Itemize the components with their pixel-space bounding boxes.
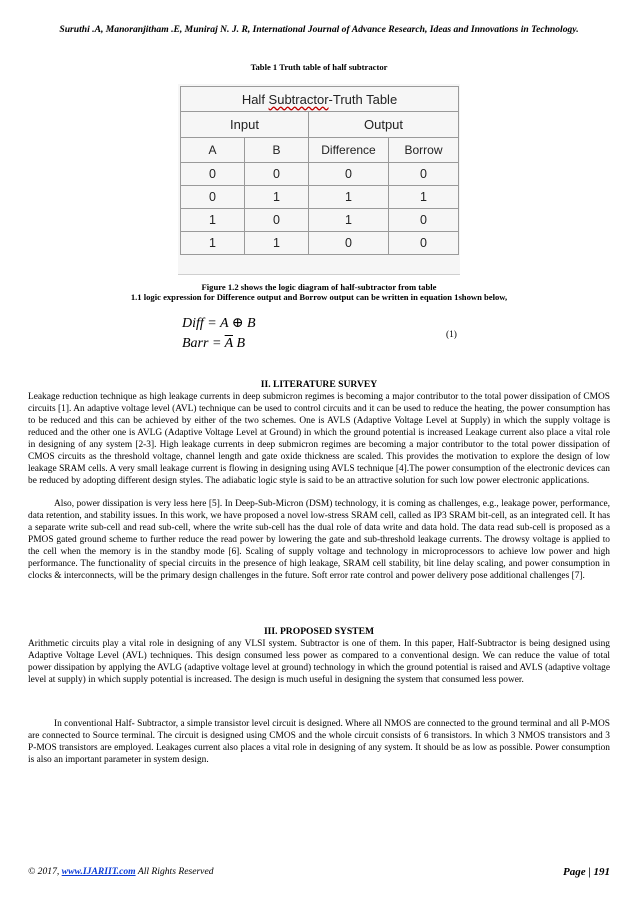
paragraph: Arithmetic circuits play a vital role in designing of any VLSI system. Subtractor is one of them. In this paper, Half-Subtractor is being designed using Adaptive Voltage Level (AVL) techniques. This design consumed less power as compared to a conventional design. We can reduce the value of total power dissipation by applying the AVLG (adaptive voltage level at ground) technology in which the ground potential is raised and AVLS (adaptive voltage level at supply) in which supply potential is increased. The design is much useful in designing the system that consumed less power. <box>28 639 610 685</box>
column-header-difference: Difference <box>309 138 389 163</box>
table-row <box>181 186 459 209</box>
table-cell: 0 <box>181 186 245 209</box>
equation-block <box>182 314 256 354</box>
table-cell: 0 <box>181 163 245 186</box>
table-cell: 1 <box>309 186 389 209</box>
table-cell: 0 <box>245 209 309 232</box>
column-header-borrow: Borrow <box>389 138 459 163</box>
section-heading-proposed-system: III. PROPOSED SYSTEM <box>263 626 375 637</box>
table-cell: 1 <box>309 209 389 232</box>
table-cell: 1 <box>181 209 245 232</box>
table-cell: 0 <box>389 163 459 186</box>
table-cell: 1 <box>245 186 309 209</box>
table-row <box>181 163 459 186</box>
figure-caption-line1: Figure 1.2 shows the logic diagram of half-subtractor from table <box>201 282 437 292</box>
column-header-a: A <box>181 138 245 163</box>
table-row <box>181 209 459 232</box>
truth-table <box>180 86 459 255</box>
copyright-notice: © 2017, www.IJARIIT.com All Rights Reserved <box>28 866 214 877</box>
output-group-header: Output <box>309 112 459 138</box>
section-heading-literature-survey: II. LITERATURE SURVEY <box>260 379 378 390</box>
table-cell: 0 <box>309 232 389 255</box>
equation-number: (1) <box>446 330 457 340</box>
journal-website-link[interactable]: www.IJARIIT.com <box>61 866 136 877</box>
table-cell: 1 <box>181 232 245 255</box>
table-caption: Table 1 Truth table of half subtractor <box>250 62 388 72</box>
running-header: Suruthi .A, Manoranjitham .E, Muniraj N. J. R, International Journal of Advance Research, Ideas and Innovations in Technology. <box>59 24 579 35</box>
equation-difference: Diff = A ⊕ B <box>182 316 256 331</box>
table-cell: 0 <box>309 163 389 186</box>
paragraph: Also, power dissipation is very less here [5]. In Deep-Sub-Micron (DSM) technology, it is coming as challenges, e.g., leakage power, performance, data retention, and stability issues. In this work, we have proposed a novel low-stress SRAM cell, called as IP3 SRAM bit-cell, as an integrated cell. It has a separate write sub-cell and read sub-cell, where the write sub-cell has the dual role of data write and data hold. The data read sub-cell is proposed as a PMOS gated ground scheme to further reduce the read power by lowering the gate and sub-threshold leakage currents. The drowsy voltage is applied to the cell when the memory is in the standby mode [6]. Scaling of supply voltage and technology in microprocessors to achieve low power and high performance. The functionality of special circuits in the presence of high leakage, SRAM cell stability, bit line delay scaling, and power consumption in clocks & interconnects, will be the primary design challenges in the future. Soft error rate control and power delivery pose additional challenges [7]. <box>28 499 610 581</box>
page-footer <box>28 866 610 880</box>
truth-table-figure <box>178 84 460 275</box>
table-cell: 0 <box>245 163 309 186</box>
figure-caption-line2: 1.1 logic expression for Difference output and Borrow output can be written in equation 1shown below, <box>130 292 508 302</box>
table-cell: 0 <box>389 232 459 255</box>
input-group-header: Input <box>181 112 309 138</box>
truth-table-title: Half Subtractor-Truth Table <box>181 87 459 112</box>
paragraph: Leakage reduction technique as high leakage currents in deep submicron regimes is becoming a major contributor to the total power dissipation of CMOS circuits [1]. An adaptive voltage level (AVL) technique can be used to control circuits and it can be used to reduce the heating, the power consumption has to be reduced and this can be achieved by either of the two schemes. One is AVLS (Adaptive Voltage Level at Supply) in which the supply voltage is reduced and the other one is AVLG (Adaptive Voltage Level at Ground) in which the ground potential is increased Leakage current also place a vital role in designing of any system [2-3]. High leakage currents in deep submicron regimes are becoming a major contributor to the total power dissipation of CMOS circuits as the threshold voltage, channel length and gate oxide thickness are scaled. This provides the motivation to explore the design of low leakage SRAM cells. A very small leakage current is flowing in designing using AVLS technique [4].The power consumption of the electronic devices can be reduced by adopting different design styles. The adiabatic logic style is said to be an attractive solution for such low power electronic applications. <box>28 392 610 486</box>
column-header-b: B <box>245 138 309 163</box>
page-number: Page | 191 <box>562 866 610 878</box>
spellcheck-underlined-word: Subtractor <box>268 91 329 107</box>
table-cell: 0 <box>389 209 459 232</box>
paragraph: In conventional Half- Subtractor, a simple transistor level circuit is designed. Where all NMOS are connected to the ground terminal and all P-MOS are connected to Source terminal. The circuit is designed using CMOS and the whole circuit consists of 6 transistors. In which 3 NMOS transistors and 3 P-MOS transistors are employed. Leakages current also places a vital role in designing of any system. It should be as low as possible. Power consumption is also an important parameter in system design. <box>28 719 610 765</box>
table-cell: 1 <box>389 186 459 209</box>
table-row <box>181 232 459 255</box>
equation-borrow: Barr = $\overline{A}$ B <box>182 336 246 351</box>
table-cell: 1 <box>245 232 309 255</box>
